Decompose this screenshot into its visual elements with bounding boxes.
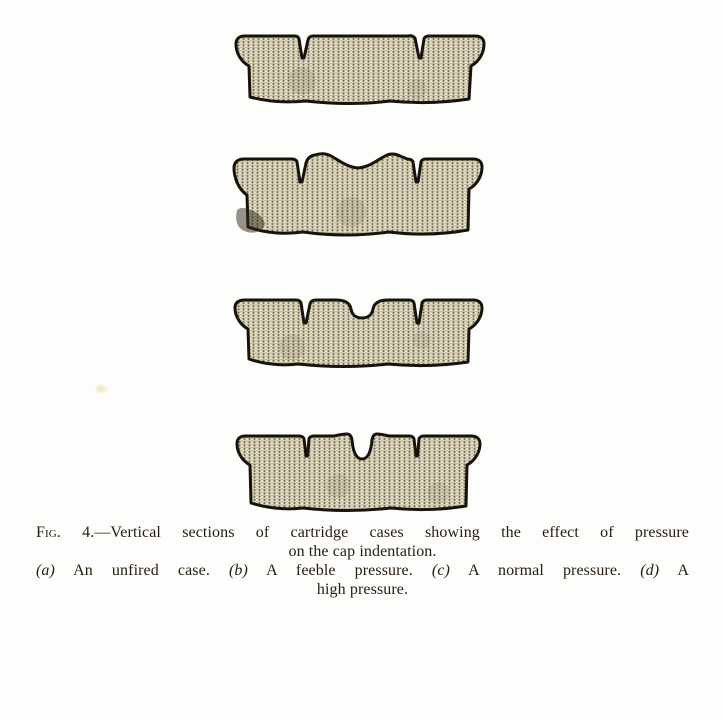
cartridge-section-a-unfired-case bbox=[232, 31, 488, 107]
print-blotch bbox=[427, 482, 449, 504]
print-blotch bbox=[279, 334, 305, 360]
print-blotch bbox=[326, 474, 350, 498]
caption-line-3 bbox=[36, 561, 689, 580]
item-text-d: A bbox=[659, 562, 689, 579]
print-blotch bbox=[413, 331, 431, 349]
cartridge-section-b-feeble-pressure bbox=[231, 152, 486, 240]
item-label-b: (b) bbox=[228, 562, 248, 579]
page-stain bbox=[96, 385, 106, 393]
item-text-b: A feeble pressure. bbox=[247, 562, 432, 579]
caption-line-1-text: —Vertical sections of cartridge cases showing the effect of pressure bbox=[94, 524, 689, 541]
cartridge-section-d-high-pressure bbox=[233, 431, 484, 514]
print-blotch bbox=[336, 197, 366, 227]
caption-line-1 bbox=[36, 523, 689, 542]
print-blotch bbox=[288, 67, 316, 95]
cartridge-section-c-normal-pressure bbox=[232, 295, 486, 373]
caption-line-2: on the cap indentation. bbox=[288, 543, 437, 560]
item-label-c: (c) bbox=[431, 562, 450, 579]
item-label-a: (a) bbox=[36, 562, 55, 579]
item-text-c: A normal pressure. bbox=[449, 562, 641, 579]
item-text-a: An unfired case. bbox=[54, 562, 229, 579]
item-label-d: (d) bbox=[640, 562, 660, 579]
cartridge-outline-a bbox=[236, 36, 484, 104]
caption-line-4: high pressure. bbox=[316, 581, 409, 598]
figure-caption bbox=[36, 523, 689, 599]
figure-number-label: Fig. 4. bbox=[36, 524, 95, 541]
cartridge-outline-c bbox=[235, 300, 482, 367]
print-blotch bbox=[407, 79, 427, 99]
